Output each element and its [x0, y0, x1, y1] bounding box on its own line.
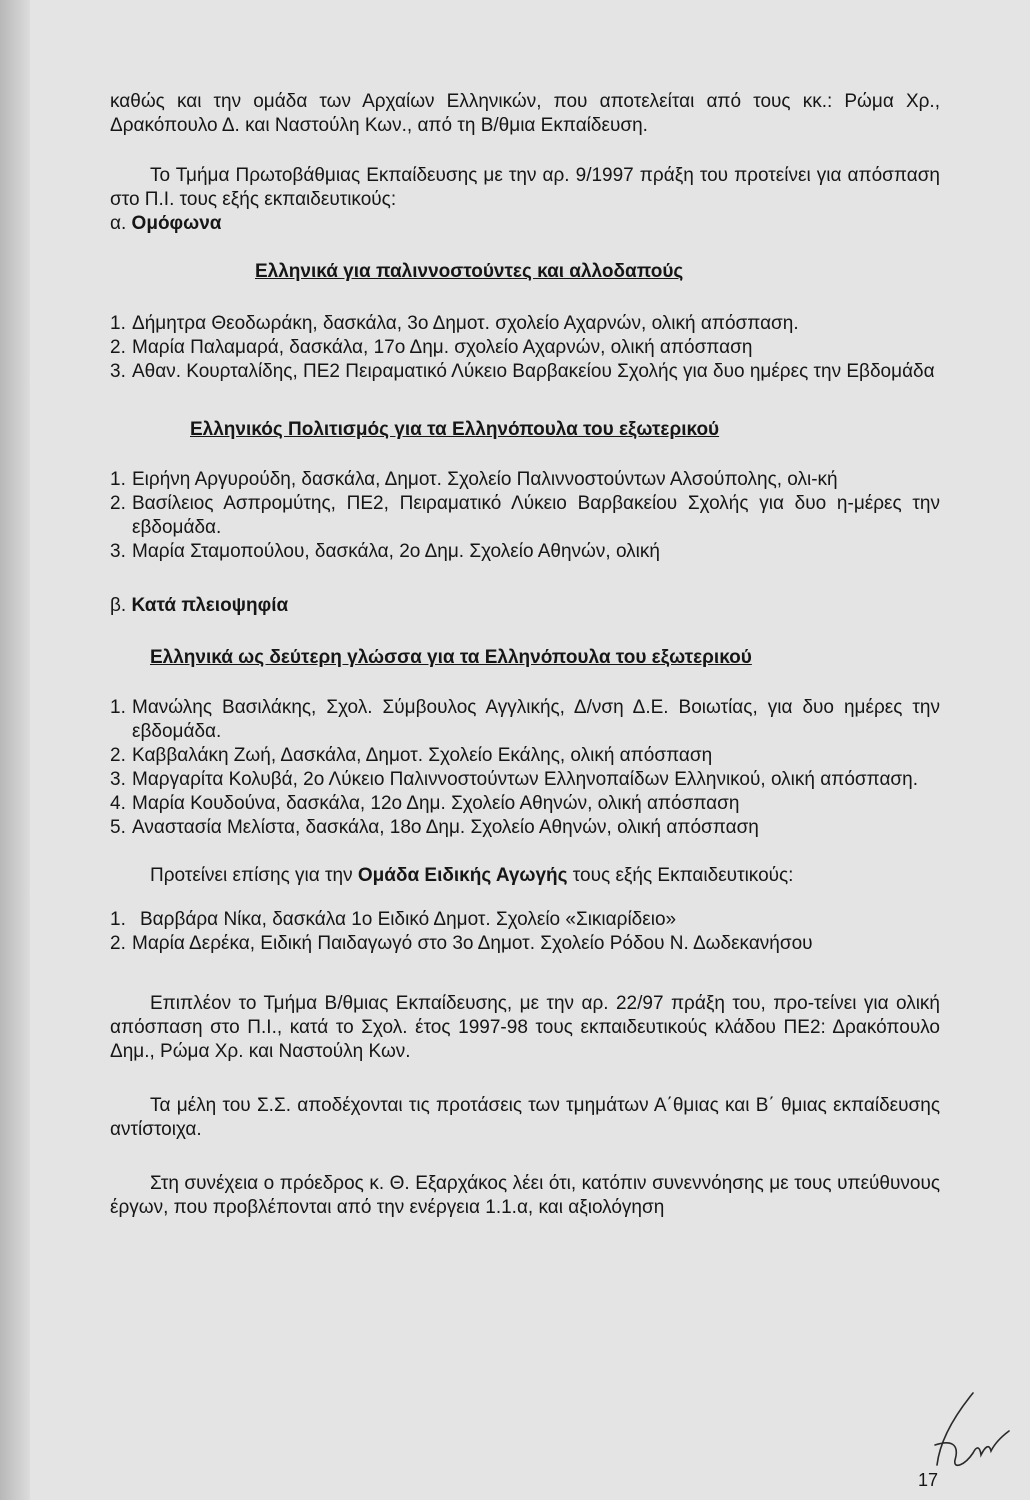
item-text: Ειρήνη Αργυρούδη, δασκάλα, Δημοτ. Σχολείο Παλιννοστούντων Αλσούπολης, ολι-κή [132, 469, 838, 490]
item-text: Μαργαρίτα Κολυβά, 2ο Λύκειο Παλιννοστούντων Ελληνοπαίδων Ελληνικού, ολική απόσπαση. [132, 769, 919, 790]
section-b-label: Κατά πλειοψηφία [131, 595, 289, 616]
list-item [110, 768, 940, 792]
item-number: 4. [110, 793, 126, 814]
item-number: 3. [110, 769, 126, 790]
item-number: 1. [110, 469, 126, 490]
section-a-line [110, 212, 940, 236]
list-second-language [110, 696, 940, 840]
primary-education-paragraph: Το Τμήμα Πρωτοβάθμιας Εκπαίδευσης με την αρ. 9/1997 πράξη του προτείνει για απόσπαση στο Π.Ι. τους εξής εκπαιδευτικούς: [110, 165, 940, 210]
list-item [110, 312, 940, 336]
item-text: Μανώλης Βασιλάκης, Σχολ. Σύμβουλος Αγγλικής, Δ/νση Δ.Ε. Βοιωτίας, για δυο ημέρες την εβδομάδα. [132, 697, 940, 742]
section-b-line [110, 594, 940, 618]
list-item [110, 468, 940, 492]
section-a-label: Ομόφωνα [131, 213, 222, 234]
signature-mark [925, 1385, 1015, 1475]
special-intro-group: Ομάδα Ειδικής Αγωγής [357, 865, 568, 886]
acceptance-paragraph: Τα μέλη του Σ.Σ. αποδέχονται τις προτάσεις των τμημάτων Α΄θμιας και Β΄ θμιας εκπαίδευσης αντίστοιχα. [110, 1095, 940, 1140]
item-text: Βαρβάρα Νίκα, δασκάλα 1ο Ειδικό Δημοτ. Σχολείο «Σικιαρίδειο» [140, 909, 677, 930]
list-item [110, 932, 940, 956]
list-special-education [110, 908, 940, 956]
list-item [110, 816, 940, 840]
item-number: 2. [110, 493, 126, 514]
item-number: 2. [110, 933, 126, 954]
final-paragraph: Στη συνέχεια ο πρόεδρος κ. Θ. Εξαρχάκος λέει ότι, κατόπιν συνεννόησης με τους υπεύθυνους έργων, που προβλέπονται από την ενέργεια 1.1.α, και αξιολόγηση [110, 1173, 940, 1218]
heading-greek-culture: Ελληνικός Πολιτισμός για τα Ελληνόπουλα του εξωτερικού [190, 419, 720, 440]
list-item [110, 696, 940, 744]
item-text: Αθαν. Κουρταλίδης, ΠΕ2 Πειραματικό Λύκειο Βαρβακείου Σχολής για δυο ημέρες την Εβδομάδα [132, 361, 935, 382]
list-item [110, 792, 940, 816]
item-number: 1. [110, 909, 126, 930]
list-item [110, 336, 940, 360]
list-item [110, 908, 940, 932]
heading-greek-returnees: Ελληνικά για παλιννοστούντες και αλλοδαπούς [255, 261, 684, 282]
section-b-marker: β. [110, 595, 127, 616]
special-intro-after: τους εξής Εκπαιδευτικούς: [567, 865, 794, 886]
item-text: Βασίλειος Ασπρομύτης, ΠΕ2, Πειραματικό Λύκειο Βαρβακείου Σχολής για δυο η-μέρες την εβδομάδα. [132, 493, 940, 538]
special-education-intro [110, 864, 940, 888]
item-number: 3. [110, 541, 126, 562]
item-text: Μαρία Κουδούνα, δασκάλα, 12ο Δημ. Σχολείο Αθηνών, ολική απόσπαση [132, 793, 740, 814]
list-item [110, 492, 940, 540]
item-text: Μαρία Δερέκα, Ειδική Παιδαγωγό στο 3ο Δημοτ. Σχολείο Ρόδου Ν. Δωδεκανήσου [132, 933, 813, 954]
list-culture [110, 468, 940, 564]
item-number: 1. [110, 313, 126, 334]
list-item [110, 360, 940, 384]
item-text: Μαρία Σταμοπούλου, δασκάλα, 2ο Δημ. Σχολείο Αθηνών, ολική [132, 541, 660, 562]
item-number: 2. [110, 745, 126, 766]
item-text: Αναστασία Μελίστα, δασκάλα, 18ο Δημ. Σχολείο Αθηνών, ολική απόσπαση [132, 817, 759, 838]
list-item [110, 540, 940, 564]
secondary-education-paragraph: Επιπλέον το Τμήμα Β/θμιας Εκπαίδευσης, με την αρ. 22/97 πράξη του, προ-τείνει για ολική απόσπαση στο Π.Ι., κατά το Σχολ. έτος 1997-98 τους εκπαιδευτικούς κλάδου ΠΕ2: Δρακόπουλο Δημ., Ρώμα Χρ. και Ναστούλη Κων. [110, 993, 940, 1062]
special-intro-before: Προτείνει επίσης για την [150, 865, 358, 886]
item-text: Μαρία Παλαμαρά, δασκάλα, 17ο Δημ. σχολείο Αχαρνών, ολική απόσπαση [132, 337, 753, 358]
item-text: Δήμητρα Θεοδωράκη, δασκάλα, 3ο Δημοτ. σχολείο Αχαρνών, ολική απόσπαση. [132, 313, 799, 334]
item-number: 3. [110, 361, 126, 382]
item-number: 2. [110, 337, 126, 358]
section-a-marker: α. [110, 213, 127, 234]
item-number: 1. [110, 697, 126, 718]
document-body [110, 90, 940, 1220]
page-number: 17 [918, 1470, 939, 1490]
item-number: 5. [110, 817, 126, 838]
heading-second-language: Ελληνικά ως δεύτερη γλώσσα για τα Ελληνόπουλα του εξωτερικού [150, 647, 752, 668]
intro-paragraph: καθώς και την ομάδα των Αρχαίων Ελληνικών, που αποτελείται από τους κκ.: Ρώμα Χρ., Δρακόπουλο Δ. και Ναστούλη Κων., από τη Β/θμια Εκπαίδευση. [110, 91, 940, 136]
item-text: Καββαλάκη Ζωή, Δασκάλα, Δημοτ. Σχολείο Εκάλης, ολική απόσπαση [132, 745, 713, 766]
page-edge-shadow [0, 0, 30, 1500]
list-returnees [110, 312, 940, 384]
list-item [110, 744, 940, 768]
